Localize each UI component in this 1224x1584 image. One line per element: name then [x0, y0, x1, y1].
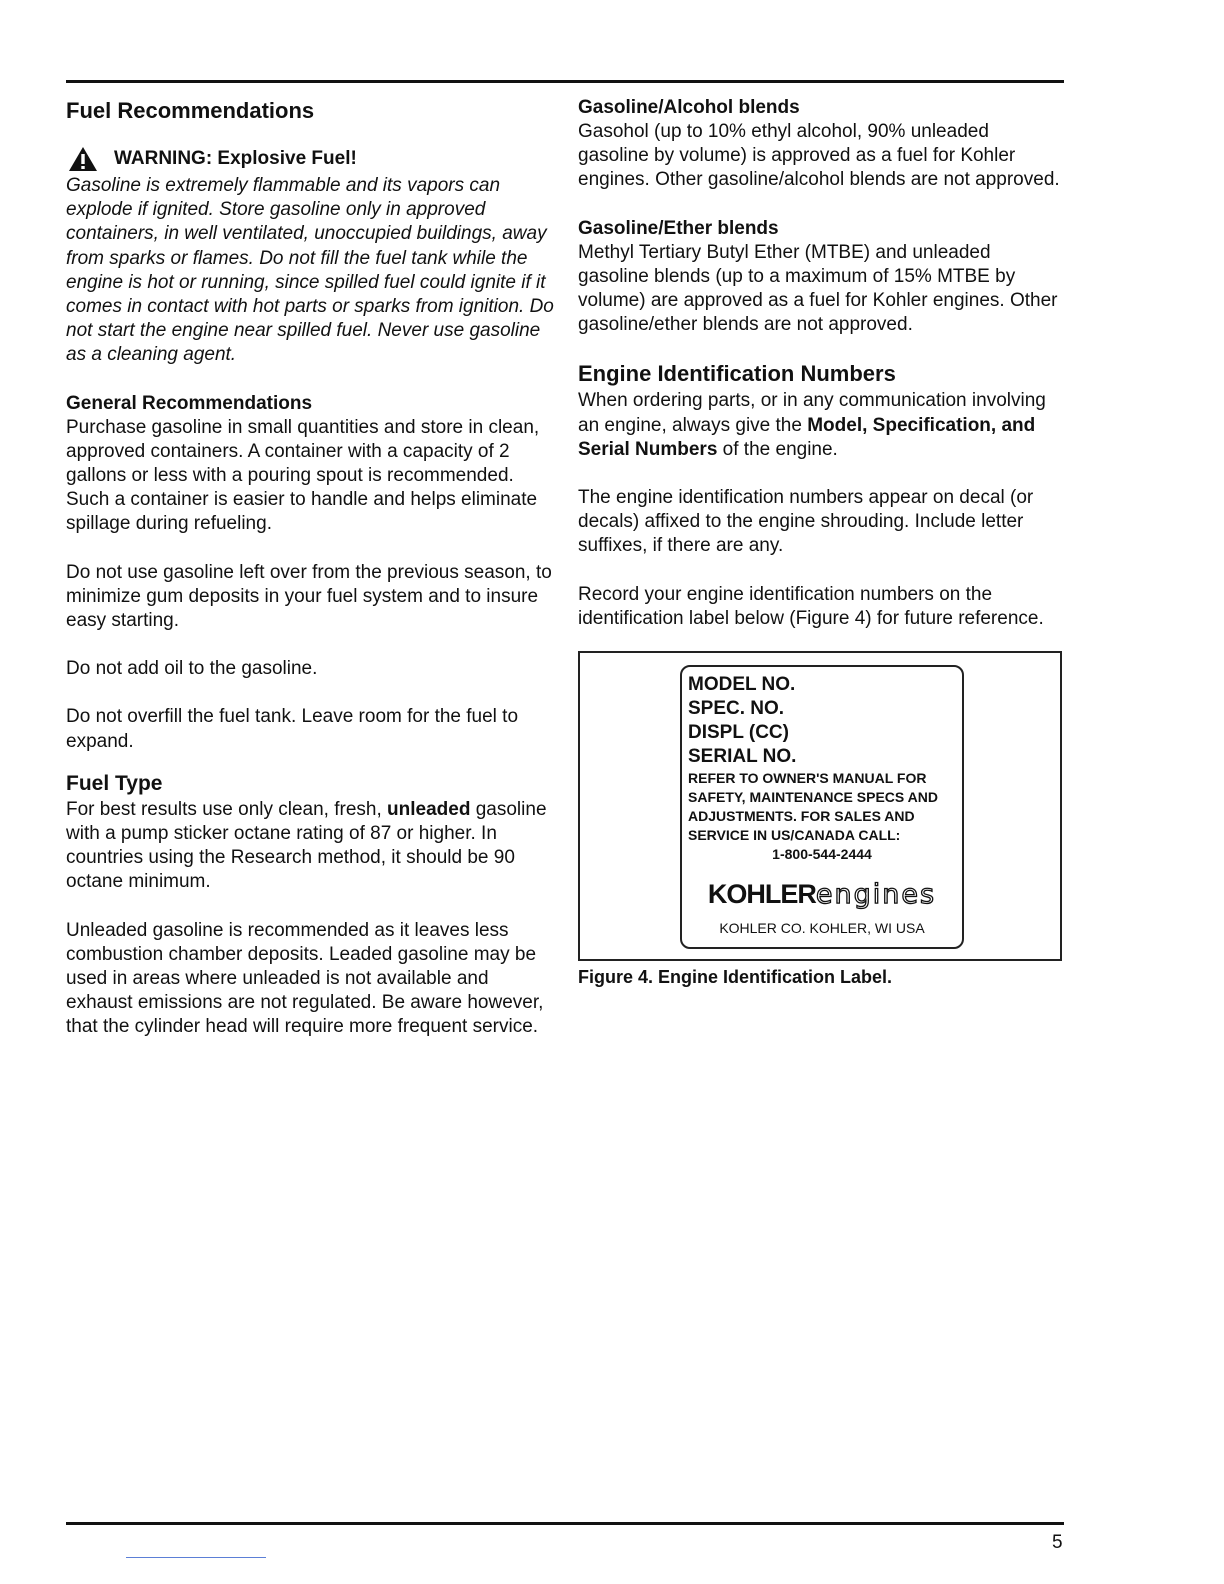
- logo-kohler: KOHLER: [707, 879, 816, 910]
- spec-no-field: SPEC. NO.: [688, 698, 785, 720]
- engine-id-paragraph-3: Record your engine identification numbers on the identification label below (Figure 4) for future reference.: [578, 583, 1044, 629]
- label-note: REFER TO OWNER'S MANUAL FOR SAFETY, MAINTENANCE SPECS AND ADJUSTMENTS. FOR SALES AND SERVICE IN US/CANADA CALL:: [688, 770, 938, 844]
- ether-blends-text: Methyl Tertiary Butyl Ether (MTBE) and unleaded gasoline blends (up to a maximum of 15% MTBE by volume) are approved as a fuel for Kohler engines. Other gasoline/ether blends are not approved.: [578, 241, 1058, 336]
- figure-caption: Figure 4. Engine Identification Label.: [578, 967, 893, 988]
- fuel-recommendations-heading: Fuel Recommendations: [66, 98, 315, 123]
- general-recommendations-heading: General Recommendations: [66, 392, 313, 414]
- engine-id-paragraph-1: [578, 389, 1064, 462]
- fuel-type-paragraph-2: Unleaded gasoline is recommended as it leaves less combustion chamber deposits. Leaded gasoline may be used in areas where unleaded is not available and exhaust emissions are not regulated. Be aware however, that the cylinder head will require more frequent service.: [66, 919, 544, 1038]
- right-column: [578, 96, 1064, 989]
- engine-id-text-a: When ordering parts, or in any communication involving an engine, always give the: [578, 390, 1046, 436]
- fuel-type-text-b: gasoline with a pump sticker octane rating of 87 or higher. In countries using the Research method, it should be 90 octane minimum.: [66, 798, 547, 893]
- warning-header: [66, 144, 558, 174]
- warning-text: Gasoline is extremely flammable and its vapors can explode if ignited. Store gasoline only in approved containers, in well ventilated, unoccupied buildings, away from sparks or flames. Do not fill the fuel tank while the engine is hot or running, since spilled fuel could ignite if it comes in contact with hot parts or sparks from ignition. Do not start the engine near spilled fuel. Never use gasoline as a cleaning agent.: [66, 175, 554, 366]
- alcohol-blends-heading: Gasoline/Alcohol blends: [578, 97, 800, 118]
- alcohol-blends-text: Gasohol (up to 10% ethyl alcohol, 90% unleaded gasoline by volume) is approved as a fuel for Kohler engines. Other gasoline/alcohol blends are not approved.: [578, 121, 1060, 191]
- kohler-engines-logo: [688, 874, 962, 914]
- fuel-type-paragraph-1: [66, 798, 558, 895]
- displ-field: DISPL (CC): [688, 722, 789, 744]
- page-number: 5: [1052, 1532, 1063, 1553]
- fuel-type-text-a: For best results use only clean, fresh,: [66, 798, 388, 820]
- engine-id-paragraph-2: The engine identification numbers appear on decal (or decals) affixed to the engine shrouding. Include letter suffixes, if there are any.: [578, 487, 1034, 557]
- general-paragraph-2: Do not use gasoline left over from the previous season, to minimize gum deposits in your fuel system and to insure easy starting.: [66, 561, 552, 632]
- bottom-rule: [66, 1522, 1064, 1525]
- left-column: [66, 96, 558, 1040]
- label-phone: 1-800-544-2444: [772, 846, 872, 863]
- engine-id-text-b: of the engine.: [717, 438, 838, 460]
- general-paragraph-1: Purchase gasoline in small quantities and store in clean, approved containers. A container with a capacity of 2 gallons or less with a pouring spout is recommended. Such a container is easier to handle and helps eliminate spillage during refueling.: [66, 416, 540, 535]
- warning-triangle-icon: [68, 146, 98, 172]
- model-no-field: MODEL NO.: [688, 674, 796, 696]
- fuel-type-text-bold: unleaded: [387, 798, 471, 820]
- label-footer: KOHLER CO. KOHLER, WI USA: [719, 920, 925, 937]
- ether-blends-heading: Gasoline/Ether blends: [578, 217, 779, 239]
- top-rule: [66, 80, 1064, 83]
- fuel-type-heading: Fuel Type: [66, 771, 163, 795]
- blue-underline: [126, 1557, 266, 1558]
- engine-id-heading: Engine Identification Numbers: [578, 361, 896, 387]
- warning-label: WARNING: Explosive Fuel!: [114, 148, 357, 169]
- engine-id-text-bold: Model, Specification, and Serial Numbers: [578, 414, 1036, 460]
- engine-id-figure: [578, 651, 1062, 961]
- serial-no-field: SERIAL NO.: [688, 746, 797, 768]
- general-paragraph-3: Do not add oil to the gasoline.: [66, 658, 318, 680]
- logo-engines: engines: [815, 879, 937, 911]
- engine-id-label: [680, 665, 964, 949]
- general-paragraph-4: Do not overfill the fuel tank. Leave room for the fuel to expand.: [66, 706, 519, 752]
